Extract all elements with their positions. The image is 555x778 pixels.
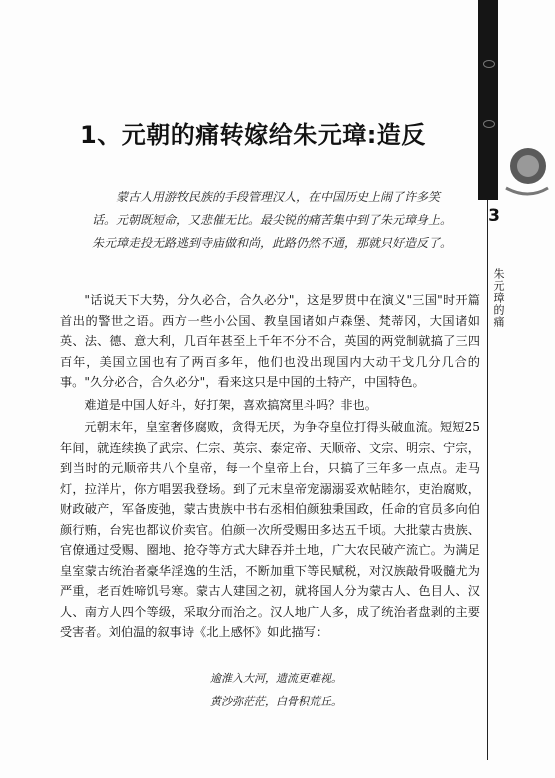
body-paragraph: 难道是中国人好斗，好打架，喜欢搞窝里斗吗？非也。 (84, 397, 377, 412)
body-text (60, 290, 480, 645)
chapter-side-tab (478, 0, 498, 778)
ornament-icon (483, 120, 495, 128)
body-paragraph: "话说天下大势，分久必合，合久必分"，这是罗贯中在演义"三国"时开篇首出的警世之语。西方一些小公国、教皇国诸如卢森堡、梵蒂冈，大国诸如英、法、德、意大利，几百年甚至上千年不分不合，英国的两党制就搞了三四百年，美国立国也有了两百多年，他们也没出现国内大动干戈几分几合的事。"久分必合，合久必分"，看来这只是中国的土特产，中国特色。 (60, 293, 480, 389)
chapter-number: 3 (488, 206, 500, 226)
section-intro (92, 186, 452, 255)
poem-line: 逾淮入大河，遗流更难视。 (210, 672, 342, 685)
poem-line: 黄沙弥茫茫，白骨积荒丘。 (210, 695, 342, 708)
intro-paragraph: 蒙古人用游牧民族的手段管理汉人，在中国历史上闹了许多笑话。元朝既短命，又悲催无比。最尖锐的痛苦集中到了朱元璋身上。朱元璋走投无路逃到寺庙做和尚，此路仍然不通，那就只好造反了。 (92, 190, 453, 250)
ornament-icon (483, 60, 495, 68)
decorative-illustration (488, 130, 550, 210)
body-paragraph: 元朝末年，皇室奢侈腐败，贪得无厌，为争夺皇位打得头破血流。短短25年间，就连续换了武宗、仁宗、英宗、泰定帝、天顺帝、文宗、明宗、宁宗，到当时的元顺帝共八个皇帝，每一个皇帝上台，只搞了三年多一点点。走马灯，拉洋片，你方唱罢我登场。到了元末皇帝宠溺溺妥欢帖睦尔，吏治腐败，财政破产，军备废弛，蒙古贵族中书右丞相伯颜独秉国政，任命的官员多向伯颜行贿，台宪也都议价卖官。伯颜一次所受赐田多达五千顷。大批蒙古贵族、官僚通过受赐、圈地、抢夺等方式大肆吞并土地，广大农民破产流亡。为满足皇室蒙古统治者豪华淫逸的生活，不断加重下等民赋税，对汉族敲骨吸髓尤为严重，老百姓啼饥号寒。蒙古人建国之初，就将国人分为蒙古人、色目人、汉人、南方人四个等级，采取分而治之。汉人地广人多，成了统治者盘剥的主要受害者。刘伯温的叙事诗《北上感怀》如此描写： (60, 420, 480, 639)
section-title: 1、元朝的痛转嫁给朱元璋:造反 (80, 121, 426, 149)
chapter-side-title: 朱元璋的痛 (492, 268, 505, 328)
poem-quote (210, 667, 342, 713)
